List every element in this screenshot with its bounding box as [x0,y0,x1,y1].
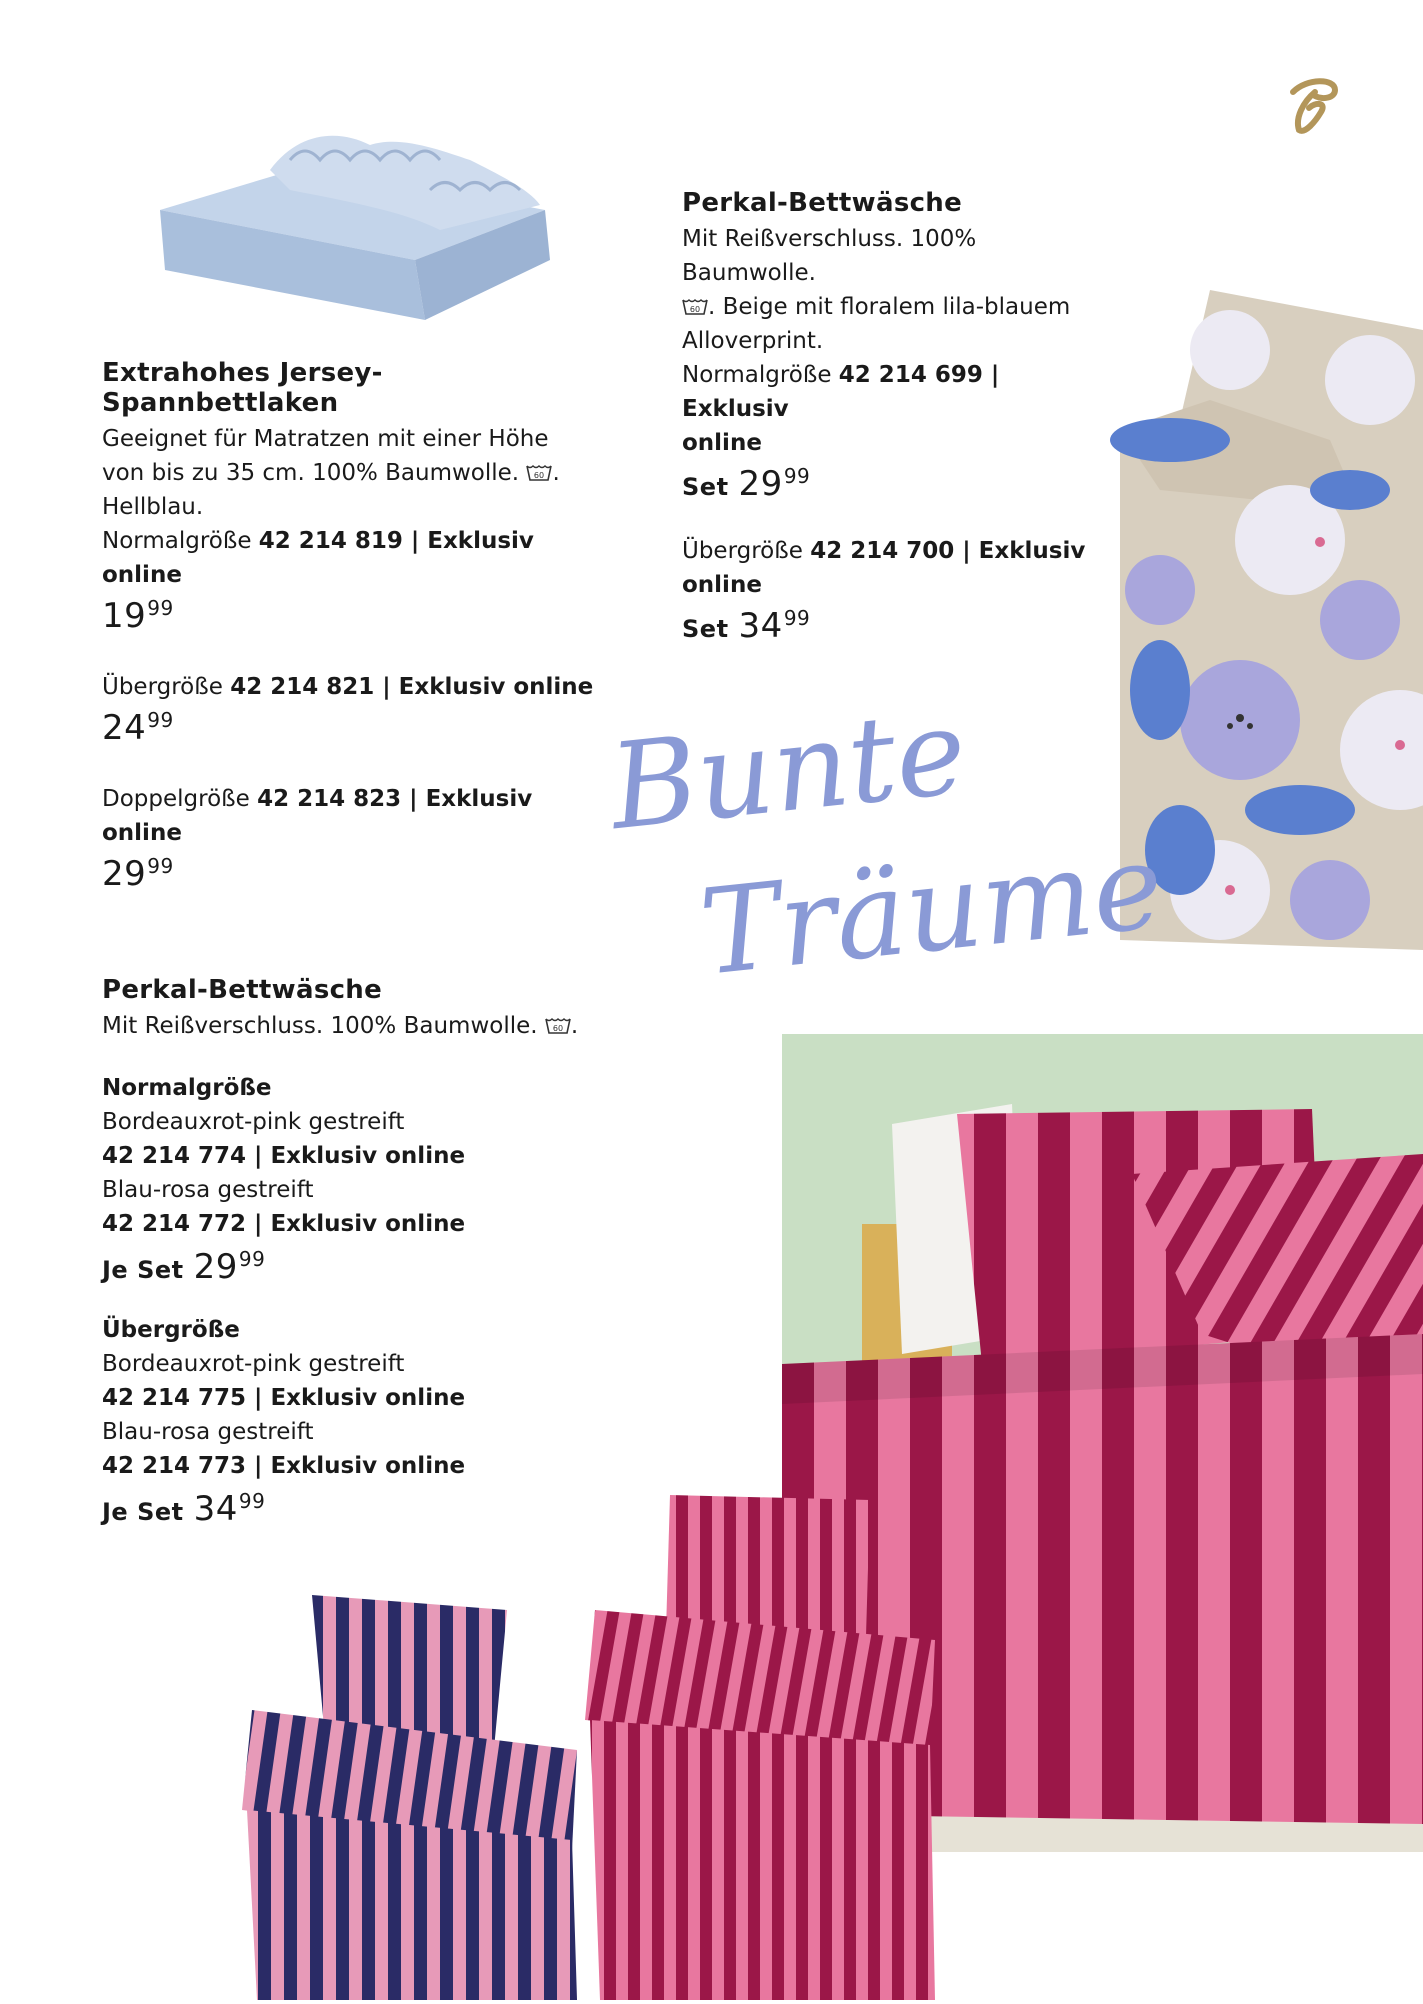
fitted-sheet-double-price: $29^{99}$ [102,854,174,894]
blue-pink-striped-set-image [232,1590,592,2000]
fitted-sheet-double-online: online [102,820,182,846]
perkal-floral-desc-1: Mit Reißverschluss. 100% Baumwolle. [682,226,977,286]
headline-traeume: Träume [694,816,1170,1002]
perkal-striped-normal-v2: Blau-rosa gestreift [102,1177,314,1203]
perkal-striped-over-v2-code: 42 214 773 | Exklusiv online [102,1453,466,1479]
fitted-sheet-over-code: 42 214 821 | Exklusiv online [230,674,594,700]
bordeaux-pink-striped-set-image [580,1490,950,2000]
perkal-striped-normal-price: Je Set $29^{99}$ [102,1247,266,1287]
fitted-sheet-over-price: $24^{99}$ [102,708,174,748]
perkal-striped-normal-v1-code: 42 214 774 | Exklusiv online [102,1143,466,1169]
perkal-floral-normal-online: online [682,430,762,456]
perkal-floral-over-price: Set $34^{99}$ [682,606,811,646]
perkal-floral-over-code: 42 214 700 | Exklusiv [810,538,1086,564]
fitted-sheet-desc-3: Hellblau. [102,494,204,520]
perkal-striped-over-v1-code: 42 214 775 | Exklusiv online [102,1385,466,1411]
headline-bunte: Bunte [603,681,973,857]
fitted-sheet-desc-1: Geeignet für Matratzen mit einer Höhe [102,426,549,452]
perkal-floral-desc-2: . Beige mit floralem lila-blauem [708,294,1071,320]
perkal-striped-normal-v1: Bordeauxrot-pink gestreift [102,1109,405,1135]
fitted-sheet-normal-code: 42 214 819 | Exklusiv [258,528,534,554]
perkal-striped-normal-v2-code: 42 214 772 | Exklusiv online [102,1211,466,1237]
perkal-floral-title: Perkal-Bettwäsche [682,188,963,218]
wash-60-icon [545,1011,571,1033]
fitted-sheet-double-label: Doppelgröße [102,786,250,812]
svg-text:60: 60 [534,471,545,480]
svg-text:60: 60 [689,305,701,314]
perkal-striped-over-v1: Bordeauxrot-pink gestreift [102,1351,405,1377]
svg-text:60: 60 [552,1024,563,1033]
perkal-striped-title: Perkal-Bettwäsche [102,975,383,1005]
fitted-sheet-title: Extrahohes Jersey-Spannbettlaken [102,358,383,418]
perkal-striped-desc-1: Mit Reißverschluss. 100% Baumwolle. [102,1013,538,1039]
wash-60-icon [682,292,708,314]
fitted-sheet-desc-2: von bis zu 35 cm. 100% Baumwolle. [102,460,520,486]
perkal-floral-normal-price: Set $29^{99}$ [682,464,811,504]
wash-60-icon [526,458,552,480]
fitted-sheet-normal-price: $19^{99}$ [102,596,174,636]
perkal-floral-over-label: Übergröße [682,538,803,564]
fitted-sheet-normal-online: online [102,562,182,588]
perkal-floral-normal-label: Normalgröße [682,362,832,388]
fitted-sheet-double-code: 42 214 823 | Exklusiv [257,786,533,812]
perkal-striped-normal-heading: Normalgröße [102,1075,272,1101]
brand-logo-icon [1285,72,1343,138]
perkal-floral-normal-code: 42 214 699 | Exklusiv [682,362,1000,422]
perkal-striped-over-price: Je Set $34^{99}$ [102,1489,266,1529]
perkal-floral-desc-3: Alloverprint. [682,328,824,354]
perkal-striped-over-v2: Blau-rosa gestreift [102,1419,314,1445]
fitted-sheet-over-label: Übergröße [102,674,223,700]
fitted-sheet-image [140,120,560,340]
perkal-floral-over-online: online [682,572,762,598]
perkal-striped-over-heading: Übergröße [102,1317,240,1343]
fitted-sheet-normal-label: Normalgröße [102,528,252,554]
